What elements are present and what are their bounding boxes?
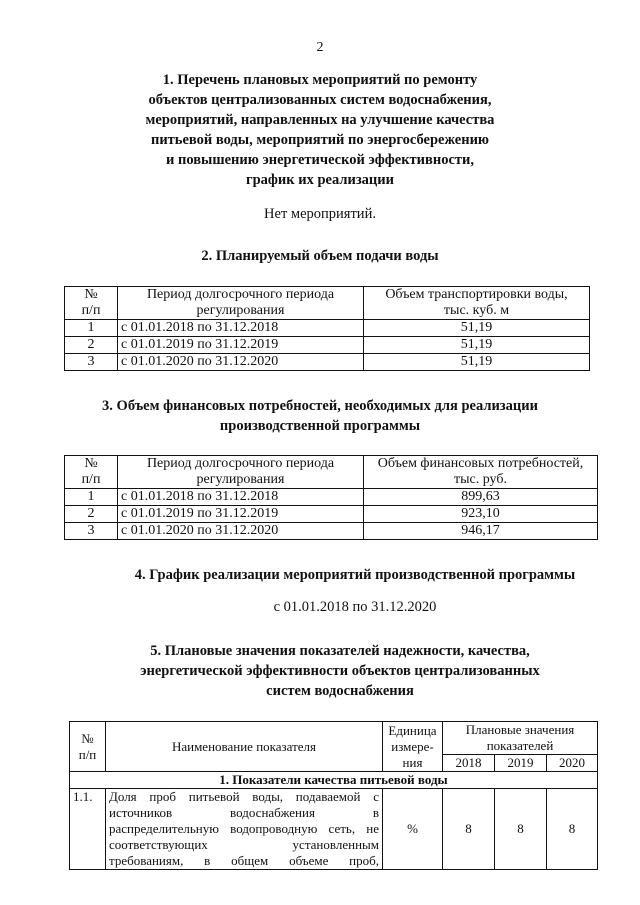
section1-title-line: питьевой воды, мероприятий по энергосбережению <box>150 132 490 148</box>
section1-title-line: объектов централизованных систем водоснабжения, <box>148 92 492 108</box>
header-financial: Объем финансовых потребностей, тыс. руб. <box>364 456 598 489</box>
section5-title-line: систем водоснабжения <box>266 683 414 699</box>
row-num: 2 <box>65 506 118 523</box>
row-value: 899,63 <box>364 489 598 506</box>
page-number: 2 <box>316 40 324 55</box>
table-row <box>65 523 598 540</box>
section3-title <box>0 396 640 436</box>
row-unit: % <box>383 789 443 870</box>
table-row <box>65 337 590 354</box>
table-row <box>65 506 598 523</box>
group-row <box>70 772 598 789</box>
section5-title <box>0 641 640 701</box>
supply-volume-table <box>64 286 590 371</box>
section5-title-line: 5. Плановые значения показателей надежности, качества, <box>150 643 530 659</box>
header-num: № п/п <box>65 456 118 489</box>
row-num: 3 <box>65 523 118 540</box>
header-period: Период долгосрочного периода регулирования <box>118 287 364 320</box>
section1-title-line: и повышению энергетической эффективности, <box>166 152 474 168</box>
row-num: 1.1. <box>70 789 106 870</box>
section2-title: 2. Планируемый объем подачи воды <box>201 248 439 264</box>
row-period: с 01.01.2019 по 31.12.2019 <box>118 337 364 354</box>
section3-title-line: производственной программы <box>219 418 421 434</box>
header-planned-values: Плановые значения показателей <box>443 722 598 755</box>
indicators-table <box>69 721 598 870</box>
section4-title: 4. График реализации мероприятий производственной программы <box>134 567 576 583</box>
section1-title-line: мероприятий, направленных на улучшение качества <box>145 112 495 128</box>
row-period: с 01.01.2019 по 31.12.2019 <box>118 506 364 523</box>
financial-needs-table <box>64 455 598 540</box>
row-num: 1 <box>65 320 118 337</box>
table-row <box>70 789 598 870</box>
header-period: Период долгосрочного периода регулирования <box>118 456 364 489</box>
row-period: с 01.01.2020 по 31.12.2020 <box>118 354 364 371</box>
row-num: 2 <box>65 337 118 354</box>
row-value: 923,10 <box>364 506 598 523</box>
row-period: с 01.01.2018 по 31.12.2018 <box>118 489 364 506</box>
row-value-2020: 8 <box>547 789 598 870</box>
row-num: 3 <box>65 354 118 371</box>
row-value-2019: 8 <box>495 789 547 870</box>
section1-note: Нет мероприятий. <box>264 206 376 222</box>
row-period: с 01.01.2020 по 31.12.2020 <box>118 523 364 540</box>
header-year: 2020 <box>547 755 598 772</box>
row-value: 51,19 <box>364 354 590 371</box>
section3-title-line: 3. Объем финансовых потребностей, необходимых для реализации <box>102 398 538 414</box>
table-header-row <box>65 456 598 489</box>
header-volume: Объем транспортировки воды, тыс. куб. м <box>364 287 590 320</box>
header-year: 2018 <box>443 755 495 772</box>
row-value: 51,19 <box>364 320 590 337</box>
header-num: № п/п <box>65 287 118 320</box>
table-row <box>65 489 598 506</box>
row-value: 51,19 <box>364 337 590 354</box>
section5-title-line: энергетической эффективности объектов централизованных <box>140 663 540 679</box>
section1-title-line: 1. Перечень плановых мероприятий по ремонту <box>162 72 478 88</box>
header-year: 2019 <box>495 755 547 772</box>
table-header-row <box>65 287 590 320</box>
row-indicator-name: Доля проб питьевой воды, подаваемой с источников водоснабжения в распределительную водопроводную сеть, не соответствующих установленным требованиям, в общем объеме проб, <box>106 789 383 870</box>
header-unit: Единица измере- ния <box>383 722 443 772</box>
row-value-2018: 8 <box>443 789 495 870</box>
row-num: 1 <box>65 489 118 506</box>
table-header-row <box>70 722 598 755</box>
group-title: 1. Показатели качества питьевой воды <box>70 772 598 789</box>
section1-title <box>0 70 640 190</box>
row-period: с 01.01.2018 по 31.12.2018 <box>118 320 364 337</box>
table-row <box>65 354 590 371</box>
section1-title-line: график их реализации <box>245 172 394 188</box>
table-row <box>65 320 590 337</box>
header-num: № п/п <box>70 722 106 772</box>
section4-period: с 01.01.2018 по 31.12.2020 <box>273 599 437 615</box>
header-indicator-name: Наименование показателя <box>106 722 383 772</box>
row-value: 946,17 <box>364 523 598 540</box>
